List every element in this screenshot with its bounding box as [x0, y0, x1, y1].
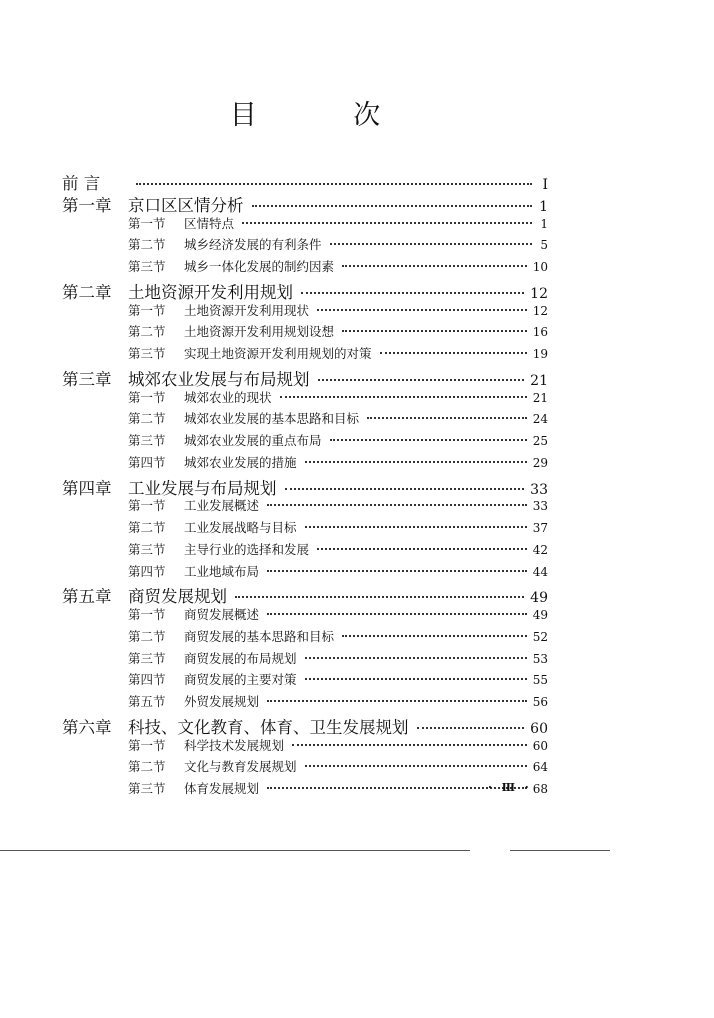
toc-entry-title: 科技、文化教育、体育、卫生发展规划 — [128, 717, 409, 737]
toc-entry-title: 城郊农业的现状 — [184, 389, 272, 405]
toc-section-row[interactable] — [128, 322, 548, 340]
toc-entry-number: 第一节 — [128, 215, 166, 231]
toc-entry-label — [128, 301, 309, 319]
dot-leader — [242, 222, 532, 224]
toc-entry-page: 49 — [530, 590, 548, 607]
toc-entry-number: 第四章 — [62, 478, 112, 498]
toc-entry-page: 68 — [532, 782, 548, 796]
toc-entry-page: 24 — [532, 412, 548, 427]
toc-entry-title: 体育发展规划 — [184, 781, 260, 796]
toc-section-row[interactable] — [128, 301, 548, 319]
dot-leader — [280, 396, 527, 398]
toc-chapter-row[interactable] — [62, 714, 548, 738]
toc-entry-page: 12 — [530, 285, 548, 302]
toc-entry-number: 第二节 — [128, 324, 166, 340]
toc-entry-label — [128, 344, 372, 362]
toc-entry-number: 第二章 — [62, 282, 112, 302]
toc-entry-number: 第一章 — [62, 195, 112, 215]
toc-entry-label — [62, 475, 277, 499]
toc-entry-number: 第五节 — [128, 694, 166, 709]
toc-entry-label — [128, 409, 359, 427]
toc-entry-page: 1 — [540, 216, 548, 231]
toc-entry-title: 城郊农业发展的重点布局 — [184, 433, 322, 448]
toc-entry-title: 土地资源开发利用规划 — [128, 282, 293, 302]
toc-entry-label — [128, 518, 297, 536]
toc-entry-page: 52 — [532, 629, 548, 644]
toc-section-row[interactable] — [128, 670, 548, 688]
toc-chapter-row[interactable] — [62, 192, 548, 216]
dot-leader — [267, 700, 527, 702]
dot-leader — [267, 613, 527, 615]
toc-entry-label — [128, 453, 297, 471]
toc-entry-number: 第五章 — [62, 587, 112, 607]
toc-section-row[interactable] — [128, 540, 548, 558]
toc-section-row[interactable] — [128, 235, 548, 253]
toc-entry-number: 第四节 — [128, 672, 166, 688]
toc-entry-number: 第二节 — [128, 520, 166, 535]
toc-chapter-row[interactable] — [62, 279, 548, 303]
toc-chapter-row[interactable] — [62, 366, 548, 390]
toc-entry-label — [128, 322, 334, 340]
toc-entry-label — [128, 605, 259, 623]
toc-entry-number: 第二节 — [128, 628, 166, 644]
toc-entry-number: 第三章 — [62, 369, 112, 389]
toc-entry-label — [128, 388, 272, 406]
dot-leader — [267, 570, 527, 572]
toc-entry-title: 商贸发展的主要对策 — [184, 672, 297, 688]
toc-entry-title: 商贸发展的布局规划 — [184, 650, 297, 666]
dot-leader — [367, 417, 527, 419]
toc-entry-label — [62, 170, 128, 194]
divider — [0, 850, 610, 851]
toc-entry-page: Ⅰ — [542, 177, 548, 193]
dot-leader — [317, 548, 527, 550]
toc-entry-number: 第四节 — [128, 563, 166, 579]
toc-entry-label — [128, 627, 334, 645]
toc-entry-page: 60 — [530, 720, 548, 737]
toc-entry-title: 工业发展概述 — [184, 498, 260, 514]
toc-entry-label — [128, 779, 259, 797]
toc-entry-page: 10 — [532, 260, 548, 274]
toc-entry-number: 第六章 — [62, 717, 112, 737]
toc-entry-number: 第四节 — [128, 454, 166, 470]
toc-entry-title: 土地资源开发利用现状 — [184, 302, 310, 318]
toc-entry-label — [128, 540, 309, 558]
toc-entry-number: 第一节 — [128, 737, 166, 753]
dot-leader — [235, 596, 524, 598]
dot-leader — [305, 678, 527, 680]
toc-entry-label — [128, 496, 259, 514]
toc-entry-page: 5 — [540, 238, 548, 253]
toc-chapter-row[interactable] — [62, 170, 548, 194]
toc-entry-number: 前 言 — [62, 174, 101, 193]
toc-entry-title: 城郊农业发展与布局规划 — [128, 369, 310, 389]
toc-section-row[interactable] — [128, 214, 548, 232]
toc-entry-page: 12 — [532, 303, 548, 318]
toc-chapter-row[interactable] — [62, 475, 548, 499]
toc-entry-title: 工业地域布局 — [184, 563, 260, 579]
toc-entry-label — [128, 235, 322, 253]
toc-entry-number: 第一节 — [128, 302, 166, 318]
toc-entry-title: 土地资源开发利用规划设想 — [184, 324, 335, 340]
toc-entry-page: 42 — [532, 542, 548, 557]
dot-leader — [318, 379, 525, 381]
toc-section-row[interactable] — [128, 757, 548, 775]
toc-entry-number: 第二节 — [128, 411, 166, 427]
toc-section-row[interactable] — [128, 496, 548, 514]
toc-entry-number: 第二节 — [128, 237, 166, 253]
toc-entry-number: 第三节 — [128, 781, 166, 796]
toc-entry-page: 55 — [532, 673, 548, 688]
toc-entry-title: 京口区区情分析 — [128, 195, 244, 215]
toc-entry-number: 第三节 — [128, 650, 166, 666]
toc-entry-title: 工业发展与布局规划 — [128, 478, 277, 498]
dot-leader — [342, 330, 527, 332]
toc-entry-label — [128, 257, 334, 275]
toc-entry-page: 44 — [532, 564, 548, 579]
toc-entry-title: 实现土地资源开发利用规划的对策 — [184, 346, 372, 361]
toc-entry-page: 19 — [532, 347, 548, 361]
toc-section-row[interactable] — [128, 388, 548, 406]
toc-chapter-row[interactable] — [62, 583, 548, 607]
dot-leader — [342, 635, 527, 637]
toc-entry-number: 第三节 — [128, 433, 166, 448]
dot-leader — [136, 183, 532, 185]
toc-entry-page: 49 — [532, 608, 548, 622]
dot-leader — [330, 439, 527, 441]
dot-leader — [330, 243, 532, 245]
dot-leader — [285, 488, 525, 490]
toc-section-row[interactable] — [128, 562, 548, 580]
dot-leader — [417, 727, 525, 729]
dot-leader — [292, 744, 527, 746]
toc-entry-label — [62, 714, 409, 738]
toc-section-row[interactable] — [128, 431, 548, 449]
dot-leader — [305, 657, 527, 659]
toc-entry-page: 56 — [532, 695, 548, 709]
toc-entry-title: 城乡经济发展的有利条件 — [184, 237, 322, 253]
toc-entry-page: 60 — [532, 738, 548, 753]
toc-entry-label — [128, 562, 259, 580]
dot-leader — [267, 504, 527, 506]
toc-entry-label — [128, 649, 297, 667]
toc-entry-label — [128, 214, 234, 232]
toc-entry-label — [62, 366, 310, 390]
toc-section-row[interactable] — [128, 627, 548, 645]
toc-entry-page: 33 — [530, 481, 548, 498]
toc-entry-title: 城郊农业发展的基本思路和目标 — [184, 411, 360, 427]
toc-section-row[interactable] — [128, 779, 548, 797]
toc-section-row[interactable] — [128, 409, 548, 427]
toc-entry-title: 商贸发展规划 — [128, 587, 227, 607]
page-title: 目 次 — [229, 100, 425, 131]
toc-entry-label — [62, 279, 293, 303]
toc-entry-number: 第二节 — [128, 759, 166, 775]
toc-section-row[interactable] — [128, 453, 548, 471]
toc-entry-title: 工业发展战略与目标 — [184, 520, 297, 535]
toc-section-row[interactable] — [128, 518, 548, 536]
toc-entry-page: 21 — [530, 372, 548, 389]
toc-entry-title: 主导行业的选择和发展 — [184, 541, 310, 557]
toc-entry-title: 外贸发展规划 — [184, 694, 260, 709]
toc-entry-number: 第三节 — [128, 259, 166, 274]
dot-leader — [252, 205, 533, 207]
toc-entry-title: 区情特点 — [184, 215, 235, 231]
toc-entry-title: 文化与教育发展规划 — [184, 759, 297, 775]
toc-entry-page: 64 — [532, 760, 548, 775]
toc-entry-page: 21 — [532, 390, 548, 405]
toc-entry-title: 科学技术发展规划 — [184, 737, 285, 753]
toc-section-row[interactable] — [128, 257, 548, 275]
toc-section-row[interactable] — [128, 736, 548, 754]
toc-entry-title: 城郊农业发展的措施 — [184, 454, 297, 470]
toc-section-row[interactable] — [128, 344, 548, 362]
divider-gap — [470, 848, 510, 853]
toc-section-row[interactable] — [128, 605, 548, 623]
toc-entry-page: 29 — [532, 455, 548, 470]
toc-entry-label — [128, 736, 284, 754]
toc-section-row[interactable] — [128, 649, 548, 667]
toc-entry-number: 第三节 — [128, 541, 166, 557]
toc-entry-title: 商贸发展概述 — [184, 607, 260, 622]
dot-leader — [301, 292, 524, 294]
dot-leader — [380, 352, 527, 354]
toc-entry-number: 第一节 — [128, 389, 166, 405]
dot-leader — [342, 265, 527, 267]
toc-entry-label — [128, 692, 259, 710]
toc-entry-page: 25 — [532, 434, 548, 448]
toc-entry-page: 37 — [532, 521, 548, 535]
dot-leader — [305, 526, 527, 528]
toc-entry-label — [128, 670, 297, 688]
toc-entry-title: 商贸发展的基本思路和目标 — [184, 628, 335, 644]
dot-leader — [317, 309, 527, 311]
toc-entry-title: 城乡一体化发展的制约因素 — [184, 259, 335, 274]
toc-entry-page: 33 — [532, 499, 548, 514]
toc-entry-label — [128, 757, 297, 775]
toc-entry-page: 53 — [532, 651, 548, 666]
toc-entry-label — [62, 192, 244, 216]
toc-entry-page: 1 — [539, 198, 548, 215]
toc-entry-number: 第一节 — [128, 607, 166, 622]
toc-entry-number: 第一节 — [128, 498, 166, 514]
toc-entry-number: 第三节 — [128, 346, 166, 361]
dot-leader — [305, 765, 527, 767]
toc-entry-label — [62, 583, 227, 607]
page-number: · Ⅲ · — [488, 781, 532, 794]
toc-entry-page: 16 — [532, 325, 548, 340]
toc-entry-label — [128, 431, 322, 449]
dot-leader — [305, 461, 527, 463]
toc-section-row[interactable] — [128, 692, 548, 710]
